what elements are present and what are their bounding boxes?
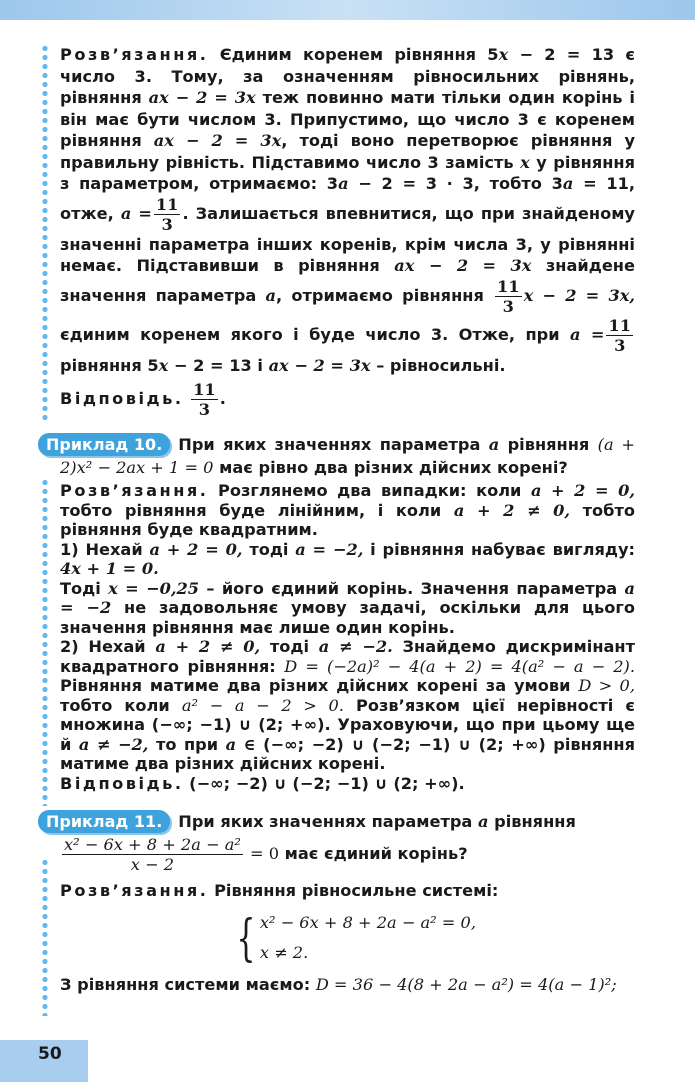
margin-dots-solution xyxy=(40,44,50,420)
margin-dots-example-11 xyxy=(40,858,50,1016)
margin-dots-example-10 xyxy=(40,478,50,806)
solution-label: Розв’язання. xyxy=(60,481,209,500)
solution-label: Розв’язання. xyxy=(60,45,209,64)
answer-10: Відповідь. (−∞; −2) ∪ (−2; −1) ∪ (2; +∞). xyxy=(60,773,465,793)
solution-label: Розв’язання. xyxy=(60,880,209,900)
answer-label: Відповідь. xyxy=(60,773,184,793)
fraction-11-3: $\frac{11}{3}$ xyxy=(155,194,179,234)
fraction-11-3: $\frac{11}{3}$ xyxy=(193,380,216,419)
solution-9: Розв’язання. Єдиним коренем рівняння 5x − 2 = 13 є число 3. Тому, за означенням рівносильних рівнянь, рівняння ax − 2 = 3x теж повинно мати тільки один корінь і він має бути числом 3. Припустимо, що число 3 є коренем рівняння ax − 2 = 3x, тоді воно перетворює рівняння у правильну рівність. Підставимо число 3 замість x у рівняння з параметром, отримаємо: 3a − 2 = 3 · 3, тобто 3a = 11, отже, a = $\frac{11}{3}$ . Залишається впевнитися, що при знайденому значенні параметра інших коренів, крім числа 3, у рівнянні немає. Підставивши в рівняння ax − 2 = 3x знайдене значення параметра a, отримаємо рівняння $\frac{11}{3}$ x − 2 = 3x, єдиним коренем якого і буде число 3. Отже, при a = $\frac{11}{3}$ рівняння 5x − 2 = 13 і ax − 2 = 3x – рівносильні. xyxy=(60,45,636,375)
example-10-case-2: 2) Нехай a + 2 ≠ 0, тоді a ≠ −2. Знайдемо дискримінант квадратного рівняння: D = (−2a)² − 4(a + 2) = 4(a² − a − 2). Рівняння матиме два різних дійсних корені за умови D > 0, тобто коли a² − a − 2 > 0. Розв’язком цієї нерівності є множина (−∞; −1) ∪ (2; +∞). Ураховуючи, що при цьому ще й a ≠ −2, то при a ∈ (−∞; −2) ∪ (−2; −1) ∪ (2; +∞) рівняння матиме два різних дійсних корені. xyxy=(60,637,635,773)
example-11-badge: Приклад 11. xyxy=(38,810,170,833)
page-content xyxy=(46,44,636,996)
equation-system: { x² − 6x + 8 + 2a − a² = 0, x ≠ 2. xyxy=(236,908,476,967)
example-10-case-1-end: Тоді x = −0,25 – його єдиний корінь. Значення параметра a = −2 не задовольняє умову задачі, оскільки для цього значення рівняння має лише один корінь. xyxy=(60,578,635,637)
example-10-badge: Приклад 10. xyxy=(38,433,170,456)
answer-9: Відповідь. $\frac{11}{3}$ . xyxy=(60,380,226,419)
example-11-solution: Розв’язання. Рівняння рівносильне системі: xyxy=(60,880,499,900)
brace: { xyxy=(236,908,256,967)
answer-label: Відповідь. xyxy=(60,389,184,408)
example-10-solution: Розв’язання. Розглянемо два випадки: коли a + 2 = 0, тобто рівняння буде лінійним, і коли a + 2 ≠ 0, тобто рівняння буде квадратним. xyxy=(60,481,635,539)
example-11-discriminant: З рівняння системи маємо: D = 36 − 4(8 + 2a − a²) = 4(a − 1)²; xyxy=(60,974,617,994)
example-10-question: Приклад 10. При яких значеннях параметра a рівняння (a + 2)x² − 2ax + 1 = 0 має рівно два різних дійсних корені? xyxy=(60,433,635,479)
example-11-equation: $\frac{\text{x² − 6x + 8 + 2a − a²}}{x - 2}$ = 0 має єдиний корінь? xyxy=(64,834,468,874)
fraction-11-3: $\frac{11}{3}$ xyxy=(608,315,631,355)
example-11-question: Приклад 11. При яких значеннях параметра a рівняння xyxy=(60,810,635,833)
example-10-case-1: 1) Нехай a + 2 = 0, тоді a = −2, і рівняння набуває вигляду: 4x + 1 = 0. xyxy=(60,539,635,578)
top-band xyxy=(0,0,695,20)
page-number: 50 xyxy=(38,1044,62,1064)
fraction-equation: $\frac{\text{x² − 6x + 8 + 2a − a²}}{x - 2}$ xyxy=(64,834,241,874)
fraction-11-3: $\frac{11}{3}$ xyxy=(497,276,520,316)
